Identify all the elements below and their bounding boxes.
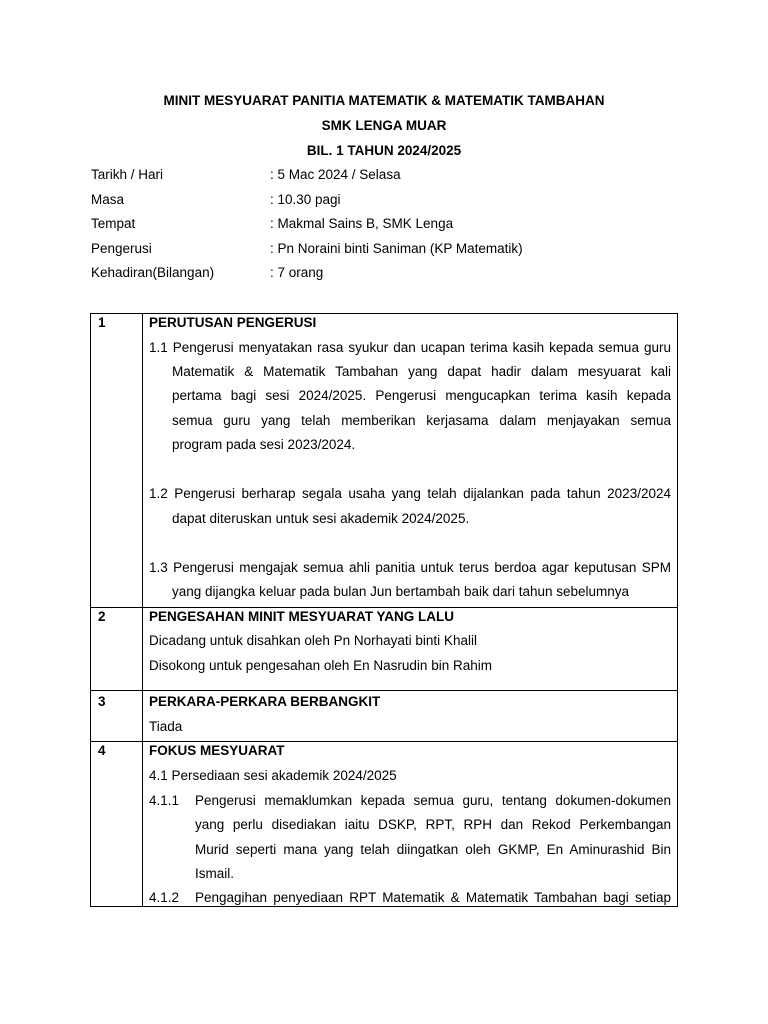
info-value-place: : Makmal Sains B, SMK Lenga	[270, 216, 454, 231]
paragraph-line: Dicadang untuk disahkan oleh Pn Norhayati binti Khalil	[149, 633, 477, 648]
info-label-time: Masa	[91, 192, 125, 207]
paragraph-line: pertama bagi sesi 2024/2025. Pengerusi mengucapkan terima kasih kepada	[172, 388, 671, 403]
paragraph-line: Tiada	[149, 719, 183, 734]
info-value-time: : 10.30 pagi	[270, 192, 341, 207]
paragraph-line: 1.3 Pengerusi mengajak semua ahli panitia untuk terus berdoa agar keputusan SPM	[149, 560, 671, 575]
row-divider-2	[90, 690, 678, 691]
section-heading: FOKUS MESYUARAT	[149, 743, 285, 758]
paragraph-line: semua guru yang telah memberikan kerjasama dalam menjayakan semua	[172, 413, 671, 428]
info-value-attendance: : 7 orang	[270, 265, 324, 280]
school-name: SMK LENGA MUAR	[321, 118, 447, 133]
paragraph-line: program pada sesi 2023/2024.	[172, 437, 356, 452]
row-divider-1	[90, 607, 678, 608]
section-heading: PERUTUSAN PENGERUSI	[149, 315, 317, 330]
document-title: MINIT MESYUARAT PANITIA MATEMATIK & MATEMATIK TAMBAHAN	[163, 93, 605, 108]
section-number: 2	[98, 609, 106, 624]
paragraph-line: Pengerusi memaklumkan kepada semua guru, tentang dokumen-dokumen	[195, 793, 671, 808]
paragraph-line: yang perlu disediakan iaitu DSKP, RPT, RPH dan Rekod Perkembangan	[195, 817, 671, 832]
paragraph-line: yang dijangka keluar pada bulan Jun bertambah baik dari tahun sebelumnya	[172, 584, 630, 599]
table-border-left	[90, 313, 91, 907]
section-number: 1	[98, 315, 106, 330]
subitem-number: 4.1.2	[149, 890, 180, 905]
paragraph-line: Pengagihan penyediaan RPT Matematik & Matematik Tambahan bagi setiap	[195, 890, 671, 905]
table-border-top	[90, 313, 678, 314]
paragraph-line: Matematik & Matematik Tambahan yang dapat hadir dalam mesyuarat kali	[172, 364, 671, 379]
section-number: 4	[98, 743, 106, 758]
section-heading: PENGESAHAN MINIT MESYUARAT YANG LALU	[149, 609, 455, 624]
info-label-place: Tempat	[91, 216, 136, 231]
paragraph-line: 1.2 Pengerusi berharap segala usaha yang telah dijalankan pada tahun 2023/2024	[149, 486, 671, 501]
row-divider-3	[90, 741, 678, 742]
paragraph-line: dapat diteruskan untuk sesi akademik 2024/2025.	[172, 511, 470, 526]
table-border-bottom	[90, 906, 678, 907]
meeting-number: BIL. 1 TAHUN 2024/2025	[306, 143, 462, 158]
section-heading: PERKARA-PERKARA BERBANGKIT	[149, 694, 381, 709]
info-label-date: Tarikh / Hari	[91, 167, 164, 182]
info-label-attendance: Kehadiran(Bilangan)	[91, 265, 215, 280]
info-value-date: : 5 Mac 2024 / Selasa	[270, 167, 401, 182]
info-label-chair: Pengerusi	[91, 241, 152, 256]
table-column-divider	[142, 313, 143, 907]
paragraph-line: Murid seperti mana yang telah diingatkan oleh GKMP, En Aminurashid Bin	[195, 842, 671, 857]
subsection-heading: 4.1 Persediaan sesi akademik 2024/2025	[149, 768, 397, 783]
table-border-right	[677, 313, 678, 907]
section-number: 3	[98, 694, 106, 709]
paragraph-line: Ismail.	[195, 866, 235, 881]
info-value-chair: : Pn Noraini binti Saniman (KP Matematik)	[270, 241, 523, 256]
paragraph-line: 1.1 Pengerusi menyatakan rasa syukur dan ucapan terima kasih kepada semua guru	[149, 340, 671, 355]
paragraph-line: Disokong untuk pengesahan oleh En Nasrudin bin Rahim	[149, 658, 492, 673]
subitem-number: 4.1.1	[149, 793, 180, 808]
